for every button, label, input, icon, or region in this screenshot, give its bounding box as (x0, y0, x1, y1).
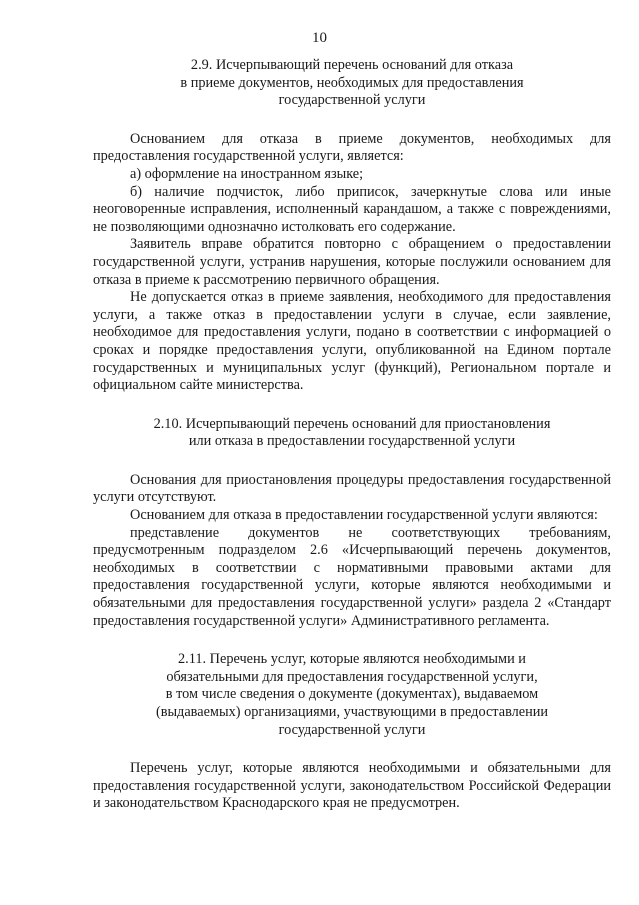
paragraph: Основанием для отказа в приеме документов, необходимых для предоставления государственной услуги, является: (93, 130, 611, 165)
paragraph: Заявитель вправе обратится повторно с обращением о предоставлении государственной услуги, устранив нарушения, которые послужили основанием для отказа в приеме к рассмотрению первичного обращения. (93, 236, 611, 288)
heading-line: или отказа в предоставлении государственной услуги (188, 433, 516, 450)
list-item: а) оформление на иностранном языке; (130, 165, 364, 182)
heading-line: 2.11. Перечень услуг, которые являются необходимыми и (178, 651, 526, 668)
section-heading (93, 57, 611, 110)
heading-line: 2.10. Исчерпывающий перечень оснований для приостановления (153, 415, 551, 432)
page-number: 10 (312, 30, 327, 46)
heading-line: (выдаваемых) организациями, участвующими в предоставлении (155, 704, 549, 720)
section-2-11 (93, 651, 611, 813)
paragraph: Основания для приостановления процедуры предоставления государственной услуги отсутствуют. (93, 471, 611, 506)
heading-line: в приеме документов, необходимых для предоставления (180, 74, 524, 91)
heading-line: государственной услуги (278, 721, 426, 738)
paragraph: Основанием для отказа в предоставлении государственной услуги являются: (130, 507, 598, 524)
document-body (93, 57, 611, 813)
paragraph: Не допускается отказ в приеме заявления, необходимого для предоставления услуги, а также отказ в предоставлении услуги в случае, если заявление, необходимое для предоставления услуги, подано в соответствии с информацией о сроках и порядке предоставления услуги, опубликованной на Едином портале государственных и муниципальных услуг (функций), Региональном портале и официальном сайте министерства. (93, 289, 611, 394)
section-2-9 (93, 57, 611, 395)
heading-line: государственной услуги (278, 92, 426, 109)
heading-line: обязательными для предоставления государственной услуги, (166, 668, 538, 685)
heading-line: в том числе сведения о документе (документах), выдаваемом (165, 686, 539, 703)
heading-line: 2.9. Исчерпывающий перечень оснований для отказа (190, 57, 514, 73)
paragraph: Перечень услуг, которые являются необходимыми и обязательными для предоставления государственной услуги, законодательством Российской Федерации и законодательством Краснодарского края не предусмотрен. (93, 760, 611, 812)
paragraph: представление документов не соответствующих требованиям, предусмотренным подразделом 2.6 «Исчерпывающий перечень документов, необходимых в соответствии с нормативными правовыми актами для предоставления государственной услуги, которые являются необходимыми и обязательными для предоставления государственной услуги» раздела 2 «Стандарт предоставления государственной услуги» Административного регламента. (93, 524, 611, 629)
section-heading (93, 651, 611, 739)
section-heading (93, 416, 611, 451)
section-2-10 (93, 416, 611, 631)
list-item: б) наличие подчисток, либо приписок, зачеркнутые слова или иные неоговоренные исправления, исполненный карандашом, а также с повреждениями, не позволяющими однозначно истолковать его содержание. (93, 183, 611, 235)
